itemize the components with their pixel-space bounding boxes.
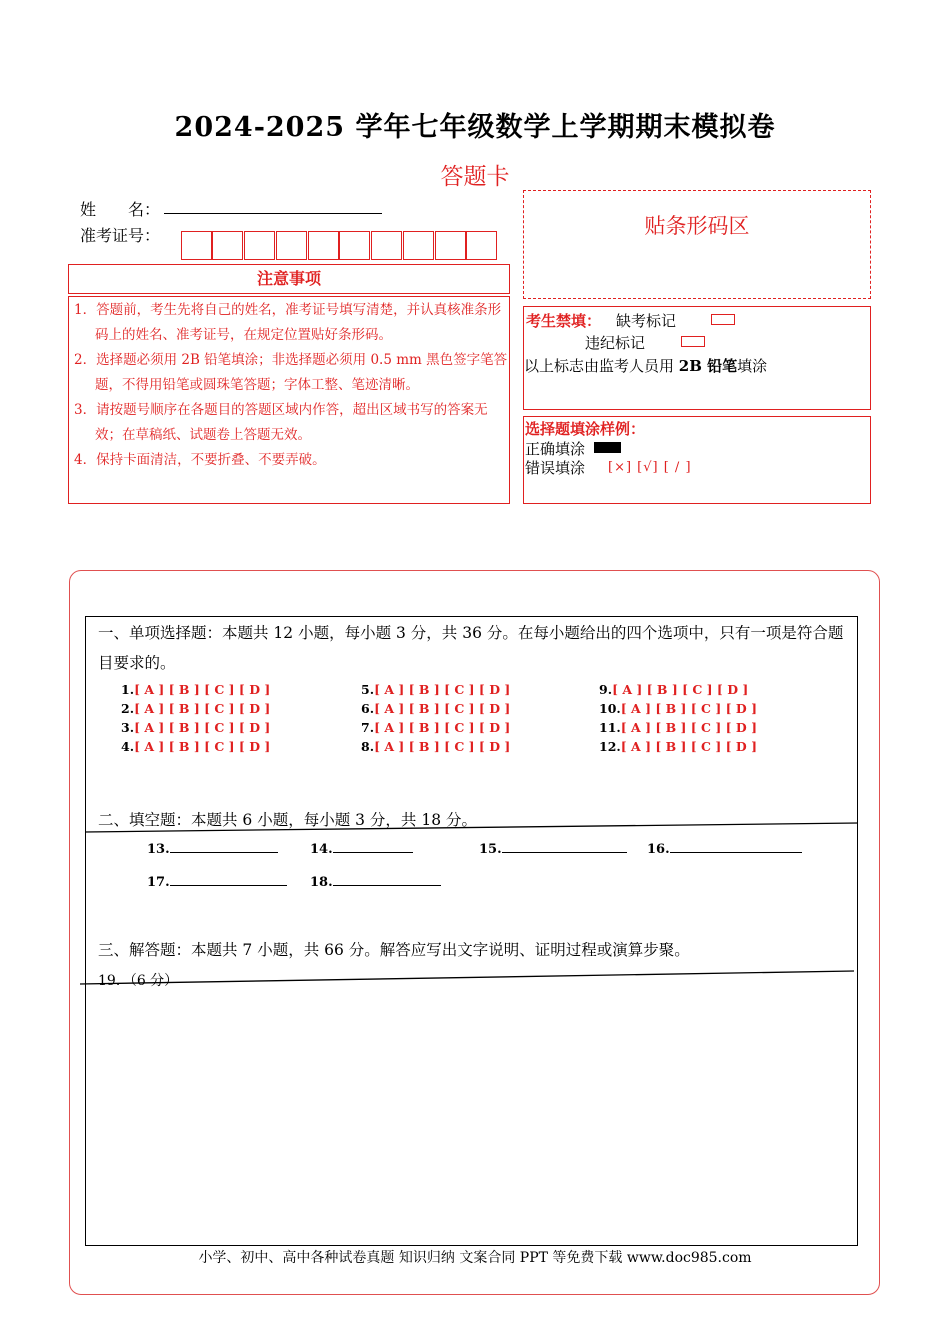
choice-row[interactable] bbox=[121, 682, 270, 697]
question-number: 12. bbox=[599, 739, 621, 754]
question-number: 2. bbox=[121, 701, 135, 716]
blank-item[interactable] bbox=[147, 873, 287, 890]
choice-options[interactable]: [ A ] [ B ] [ C ] [ D ] bbox=[374, 739, 511, 754]
sample-correct-label: 正确填涂 bbox=[525, 440, 586, 458]
exam-id-digit-box[interactable] bbox=[435, 231, 466, 260]
section1-heading: 一、单项选择题：本题共 12 小题，每小题 3 分，共 36 分。在每小题给出的四个选项中，只有一项是符合题目要求的。 bbox=[98, 624, 844, 672]
name-field[interactable] bbox=[164, 213, 382, 214]
notice-list bbox=[74, 298, 510, 473]
section3-heading: 三、解答题：本题共 7 小题，共 66 分。解答应写出文字说明、证明过程或演算步聚。 bbox=[98, 941, 690, 959]
question-number: 7. bbox=[361, 720, 375, 735]
blank-item[interactable] bbox=[310, 873, 441, 890]
section2-divider bbox=[85, 818, 858, 836]
choice-options[interactable]: [ A ] [ B ] [ C ] [ D ] bbox=[374, 701, 511, 716]
question-number: 5. bbox=[361, 682, 375, 697]
violation-mark-box[interactable] bbox=[681, 336, 705, 347]
page-subtitle: 答题卡 bbox=[440, 164, 510, 190]
exam-id-digit-box[interactable] bbox=[244, 231, 275, 260]
blank-line[interactable] bbox=[670, 840, 802, 853]
choice-row[interactable] bbox=[121, 739, 270, 754]
blank-number: 13. bbox=[147, 842, 170, 857]
blank-line[interactable] bbox=[333, 840, 413, 853]
choice-row[interactable] bbox=[121, 701, 270, 716]
choice-row[interactable] bbox=[121, 720, 270, 735]
blank-number: 14. bbox=[310, 842, 333, 857]
exam-id-digit-box[interactable] bbox=[181, 231, 212, 260]
blank-line[interactable] bbox=[333, 873, 441, 886]
blank-line[interactable] bbox=[170, 873, 287, 886]
question-number: 8. bbox=[361, 739, 375, 754]
forbidden-note-bold: 2B 铅笔 bbox=[678, 357, 738, 375]
absent-mark-box[interactable] bbox=[711, 314, 735, 325]
choice-row[interactable] bbox=[361, 720, 510, 735]
choice-options[interactable]: [ A ] [ B ] [ C ] [ D ] bbox=[134, 682, 271, 697]
blank-item[interactable] bbox=[310, 840, 413, 857]
section3-divider bbox=[80, 966, 858, 990]
choice-row[interactable] bbox=[599, 739, 757, 754]
page-title: 2024-2025 学年七年级数学上学期期末模拟卷 bbox=[174, 112, 776, 143]
name-label: 姓 名： bbox=[80, 200, 161, 219]
choice-row[interactable] bbox=[599, 720, 757, 735]
choice-row[interactable] bbox=[361, 701, 510, 716]
question-number: 3. bbox=[121, 720, 135, 735]
barcode-label: 贴条形码区 bbox=[644, 214, 750, 238]
forbidden-heading: 考生禁填： bbox=[526, 312, 602, 330]
choice-options[interactable]: [ A ] [ B ] [ C ] [ D ] bbox=[612, 682, 749, 697]
exam-id-label: 准考证号： bbox=[80, 226, 161, 245]
blank-number: 15. bbox=[479, 842, 502, 857]
blank-line[interactable] bbox=[502, 840, 627, 853]
choice-options[interactable]: [ A ] [ B ] [ C ] [ D ] bbox=[134, 739, 271, 754]
choice-row[interactable] bbox=[361, 682, 510, 697]
blank-item[interactable] bbox=[147, 840, 278, 857]
choice-options[interactable]: [ A ] [ B ] [ C ] [ D ] bbox=[134, 701, 271, 716]
exam-id-digit-box[interactable] bbox=[371, 231, 402, 260]
notice-item: 1．答题前，考生先将自己的姓名，准考证号填写清楚，并认真核准条形码上的姓名、准考证号，在规定位置贴好条形码。 bbox=[74, 302, 502, 343]
choice-options[interactable]: [ A ] [ B ] [ C ] [ D ] bbox=[134, 720, 271, 735]
section2-heading: 二、填空题：本题共 6 小题，每小题 3 分，共 18 分。 bbox=[98, 811, 478, 829]
blank-number: 16. bbox=[647, 842, 670, 857]
blank-line[interactable] bbox=[170, 840, 278, 853]
choice-options[interactable]: [ A ] [ B ] [ C ] [ D ] bbox=[620, 701, 757, 716]
question-number: 1. bbox=[121, 682, 135, 697]
exam-id-digit-box[interactable] bbox=[308, 231, 339, 260]
forbidden-note-prefix: 以上标志由监考人员用 bbox=[524, 357, 679, 375]
question-number: 10. bbox=[599, 701, 621, 716]
exam-id-digit-box[interactable] bbox=[212, 231, 243, 260]
sample-wrong-marks: [×] [√] [ / ] bbox=[608, 460, 692, 475]
choice-options[interactable]: [ A ] [ B ] [ C ] [ D ] bbox=[620, 739, 757, 754]
forbidden-note bbox=[524, 355, 767, 376]
violation-mark-label: 违纪标记 bbox=[585, 334, 646, 352]
sample-wrong-label: 错误填涂 bbox=[525, 459, 586, 477]
notice-item: 2．选择题必须用 2B 铅笔填涂；非选择题必须用 0.5 mm 黑色签字笔答题，不得用铅笔或圆珠笔答题；字体工整、笔迹清晰。 bbox=[74, 352, 508, 393]
absent-mark-label: 缺考标记 bbox=[616, 312, 677, 330]
sample-heading: 选择题填涂样例： bbox=[525, 420, 646, 438]
exam-id-digit-box[interactable] bbox=[466, 231, 497, 260]
blank-number: 17. bbox=[147, 875, 170, 890]
barcode-area bbox=[523, 190, 871, 299]
notice-item: 3．请按题号顺序在各题目的答题区域内作答，超出区域书写的答案无效；在草稿纸、试题卷上答题无效。 bbox=[74, 402, 488, 443]
choice-options[interactable]: [ A ] [ B ] [ C ] [ D ] bbox=[374, 682, 511, 697]
notice-title: 注意事项 bbox=[256, 269, 321, 288]
footer-text: 小学、初中、高中各种试卷真题 知识归纳 文案合同 PPT 等免费下载 www.doc985.com bbox=[198, 1250, 752, 1266]
question-number: 4. bbox=[121, 739, 135, 754]
choice-row[interactable] bbox=[361, 739, 510, 754]
choice-options[interactable]: [ A ] [ B ] [ C ] [ D ] bbox=[620, 720, 757, 735]
question-number: 11. bbox=[599, 720, 621, 735]
choice-row[interactable] bbox=[599, 682, 748, 697]
blank-number: 18. bbox=[310, 875, 333, 890]
forbidden-note-suffix: 填涂 bbox=[737, 357, 768, 375]
exam-id-digit-box[interactable] bbox=[339, 231, 370, 260]
question-19-label: 19．（6 分） bbox=[98, 973, 179, 989]
question-number: 9. bbox=[599, 682, 613, 697]
sample-correct-fill bbox=[594, 442, 621, 453]
notice-item: 4．保持卡面清洁，不要折叠、不要弄破。 bbox=[74, 452, 326, 468]
exam-id-digit-box[interactable] bbox=[403, 231, 434, 260]
question-number: 6. bbox=[361, 701, 375, 716]
choice-row[interactable] bbox=[599, 701, 757, 716]
blank-item[interactable] bbox=[647, 840, 802, 857]
question-19-answer-area[interactable] bbox=[88, 995, 854, 1241]
exam-id-digit-box[interactable] bbox=[276, 231, 307, 260]
blank-item[interactable] bbox=[479, 840, 627, 857]
choice-options[interactable]: [ A ] [ B ] [ C ] [ D ] bbox=[374, 720, 511, 735]
